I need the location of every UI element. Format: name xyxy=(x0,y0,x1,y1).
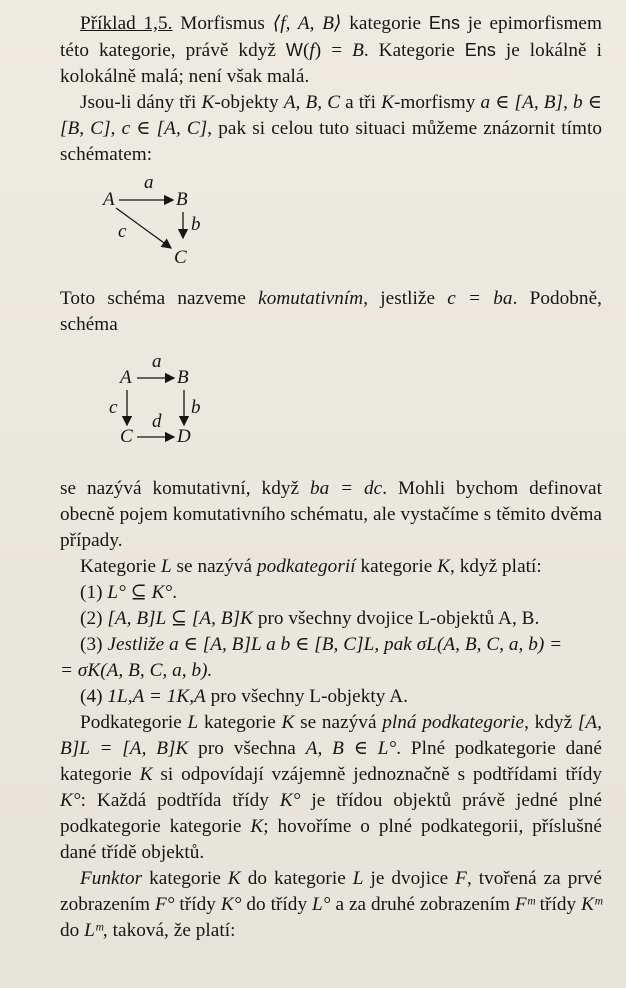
text: : Každá podtřída třídy xyxy=(80,790,280,811)
node-B: B xyxy=(176,189,188,210)
label-a: a xyxy=(144,172,154,193)
math: F xyxy=(455,868,467,889)
text: , xyxy=(563,92,573,113)
math: K xyxy=(381,92,394,113)
math: Lᵐ xyxy=(84,920,103,941)
emphasis: Funktor xyxy=(80,868,143,889)
math: [A, B]L = [A, B]K xyxy=(60,712,602,759)
math: B xyxy=(352,40,364,61)
math: F° xyxy=(154,894,175,915)
text: Jsou-li dány tři xyxy=(80,92,202,113)
math: K xyxy=(437,556,450,577)
text: do třídy xyxy=(241,894,313,915)
math: Jestliže a ∈ [A, B]L a b ∈ [B, C]L, pak σL(A, B, C, a, b) = xyxy=(107,634,563,655)
text: kategorie xyxy=(355,556,438,577)
node-A: A xyxy=(103,189,115,210)
paragraph xyxy=(60,286,602,338)
triangle-diagram xyxy=(60,168,602,286)
label-c: c xyxy=(118,221,127,242)
text: pro všechny dvojice L-objektů A, B. xyxy=(252,608,540,629)
category-name: Ens xyxy=(428,13,461,33)
math: K° xyxy=(220,894,242,915)
text: , tvořená za prvé zobrazením xyxy=(60,868,602,915)
math: ⟨f, A, B⟩ xyxy=(272,13,342,34)
node-D: D xyxy=(177,426,191,447)
label-c: c xyxy=(109,397,118,418)
math: K xyxy=(201,92,215,113)
math: L xyxy=(352,868,364,889)
label-a: a xyxy=(152,351,162,372)
text: -objekty xyxy=(214,92,284,113)
math: 1L,A = 1K,A xyxy=(107,686,206,707)
condition-item xyxy=(60,632,602,658)
text: Kategorie xyxy=(80,556,161,577)
text: je třídou objektů právě jedné plné podkategorie kategorie xyxy=(60,790,602,837)
text-column xyxy=(60,10,602,944)
text: Morfismus xyxy=(172,13,273,34)
text: do xyxy=(60,920,85,941)
text: je dvojice xyxy=(363,868,456,889)
math: K xyxy=(139,764,153,785)
node-C: C xyxy=(120,426,133,447)
math: L° ⊆ K° xyxy=(107,582,173,603)
math: K xyxy=(227,868,241,889)
math: A, B, C xyxy=(283,92,341,113)
example-label: Příklad 1,5. xyxy=(80,13,173,34)
text: , když xyxy=(524,712,578,733)
text: je epimorfismem této kategorie, právě když xyxy=(60,13,602,61)
math: K xyxy=(281,712,295,733)
math: K° xyxy=(279,790,301,811)
emphasis: komutativním xyxy=(258,288,364,309)
condition-item xyxy=(60,684,602,710)
label-b: b xyxy=(191,397,201,418)
math: a ∈ [A, B] xyxy=(480,92,564,113)
text: do kategorie xyxy=(240,868,353,889)
emphasis: podkategorií xyxy=(256,556,356,577)
text: se nazývá xyxy=(294,712,383,733)
example-paragraph xyxy=(60,10,602,90)
text: ; hovoříme o plné podkategorii, příslušné dané třídě objektů. xyxy=(60,816,602,863)
math: f xyxy=(309,40,315,61)
math: A, B ∈ L° xyxy=(305,738,397,759)
text: . Plné podkategorie dané kategorie xyxy=(60,738,602,785)
node-B: B xyxy=(177,367,189,388)
item-number: (4) xyxy=(80,686,108,707)
node-A: A xyxy=(120,367,132,388)
text: . xyxy=(172,582,178,603)
item-number: (1) xyxy=(80,582,108,603)
item-number: (3) xyxy=(80,634,108,655)
text: -morfismy xyxy=(393,92,481,113)
text: Podkategorie xyxy=(80,712,188,733)
label-b: b xyxy=(191,214,201,235)
paragraph xyxy=(60,90,602,168)
node-C: C xyxy=(174,247,187,268)
text: pro všechna xyxy=(188,738,306,759)
text: . Mohli bychom definovat obecně pojem komutativního schématu, ale vystačíme s těmito dvěma případy. xyxy=(60,478,602,551)
text: se nazývá komutativní, když xyxy=(60,478,310,499)
condition-item xyxy=(60,580,602,606)
paragraph xyxy=(60,476,602,554)
definition-paragraph xyxy=(60,866,602,944)
math: Fᵐ xyxy=(514,894,535,915)
definition-paragraph xyxy=(60,710,602,866)
text: ( xyxy=(302,40,310,61)
text: třídy xyxy=(174,894,221,915)
text: ) = xyxy=(314,40,353,61)
triangle-arrows xyxy=(60,168,602,286)
text: , xyxy=(110,118,122,139)
label-d: d xyxy=(152,411,162,432)
math: b ∈ [B, C] xyxy=(60,92,602,139)
text: je lokálně i kolokálně malá; není však malá. xyxy=(60,40,602,87)
text: se nazývá xyxy=(171,556,257,577)
text: , jestliže xyxy=(363,288,448,309)
square-diagram xyxy=(60,338,602,476)
text: . Kategorie xyxy=(363,40,465,61)
text: . Podobně, schéma xyxy=(60,288,602,335)
text: pro všechny L-objekty A. xyxy=(205,686,408,707)
math: c = ba xyxy=(447,288,513,309)
math: = σK(A, B, C, a, b). xyxy=(60,660,213,681)
definition-paragraph xyxy=(60,554,602,580)
math: K° xyxy=(60,790,81,811)
text: , když platí: xyxy=(450,556,542,577)
text: kategorie xyxy=(142,868,228,889)
math: K xyxy=(250,816,264,837)
text: a za druhé zobrazením xyxy=(330,894,515,915)
text: Toto schéma nazveme xyxy=(60,288,259,309)
math: L xyxy=(187,712,199,733)
math: W xyxy=(285,40,303,60)
math: [A, B]L ⊆ [A, B]K xyxy=(107,608,253,629)
math: L° xyxy=(312,894,331,915)
text: a tři xyxy=(340,92,382,113)
text: třídy xyxy=(534,894,582,915)
text: si odpovídají vzájemně jednoznačně s podtřídami třídy xyxy=(152,764,602,785)
item-number: (2) xyxy=(80,608,108,629)
text: , pak si celou tuto situaci můžeme znázornit tímto schématem: xyxy=(60,118,602,165)
condition-item xyxy=(60,606,602,632)
text: , taková, že platí: xyxy=(102,920,236,941)
square-arrows xyxy=(60,338,602,476)
math: c ∈ [A, C] xyxy=(121,118,208,139)
text: kategorie xyxy=(198,712,282,733)
emphasis: plná podkategorie xyxy=(382,712,525,733)
math: Kᵐ xyxy=(581,894,602,915)
math: L xyxy=(160,556,172,577)
condition-item-continuation xyxy=(60,658,602,684)
text: kategorie xyxy=(341,13,429,34)
math: ba = dc xyxy=(309,478,383,499)
category-name: Ens xyxy=(464,40,496,60)
